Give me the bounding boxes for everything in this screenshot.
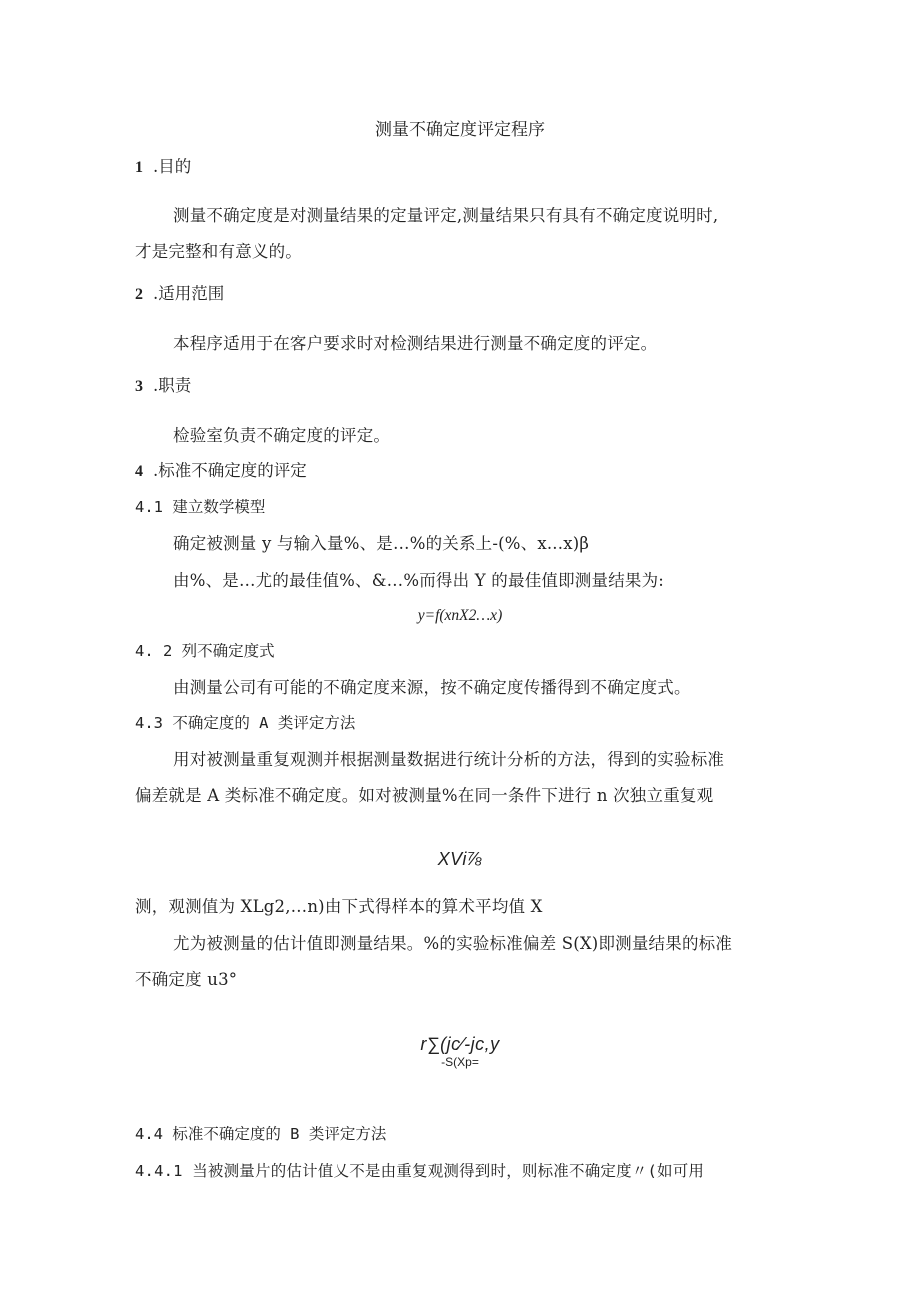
- section-1-heading: [135, 156, 191, 179]
- section-4-3-line-4: 尤为被测量的估计值即测量结果。%的实验标准偏差 S(X)即测量结果的标准: [173, 934, 733, 953]
- section-4-3-formula-mean: XVi⅞: [437, 849, 483, 869]
- section-4-4-heading: 4.4 标准不确定度的 B 类评定方法: [135, 1125, 387, 1143]
- section-4-3-line-2: 偏差就是 A 类标准不确定度。如对被测量%在同一条件下进行 n 次独立重复观: [135, 786, 714, 805]
- section-4-1-formula: y=f(xnX2…x): [417, 607, 503, 624]
- section-4-1-line-2: 由%、是…尤的最佳值%、&…%而得出 Y 的最佳值即测量结果为:: [173, 571, 665, 590]
- section-4-title: .标准不确定度的评定: [153, 461, 307, 480]
- section-1-paragraph-line-2: 才是完整和有意义的。: [135, 242, 302, 261]
- document-title: 测量不确定度评定程序: [375, 120, 545, 140]
- section-2-heading: [135, 283, 224, 306]
- section-4-2-heading: 4. 2 列不确定度式: [135, 642, 275, 660]
- section-2-title: .适用范围: [153, 284, 225, 303]
- section-4-3-line-3: 测，观测值为 XLg2,…n)由下式得样本的算术平均值 X: [135, 897, 543, 916]
- section-4-3-formula-std-top: r∑(jc⁄-jc,y: [420, 1034, 500, 1054]
- section-4-1-heading: 4.1 建立数学模型: [135, 498, 266, 516]
- section-2-number: 2: [135, 286, 143, 303]
- section-2-paragraph: 本程序适用于在客户要求时对检测结果进行测量不确定度的评定。: [173, 334, 658, 353]
- section-1-title: .目的: [153, 157, 192, 176]
- section-3-heading: [135, 375, 191, 398]
- section-1-number: 1: [135, 159, 143, 176]
- section-4-3-formula-std-bottom: -S(Xp=: [441, 1055, 479, 1069]
- section-4-2-line-1: 由测量公司有可能的不确定度来源，按不确定度传播得到不确定度式。: [173, 678, 691, 697]
- section-4-4-1-line-1: 4.4.1 当被测量片的估计值乂不是由重复观测得到时，则标准不确定度〃(如可用: [135, 1162, 705, 1180]
- section-3-number: 3: [135, 378, 143, 395]
- section-4-number: 4: [135, 463, 143, 480]
- section-3-paragraph: 检验室负责不确定度的评定。: [173, 426, 391, 445]
- section-1-paragraph-line-1: 测量不确定度是对测量结果的定量评定,测量结果只有具有不确定度说明时,: [173, 206, 719, 225]
- section-4-heading: [135, 460, 307, 483]
- section-4-3-line-1: 用对被测量重复观测并根据测量数据进行统计分析的方法，得到的实验标准: [173, 750, 725, 769]
- section-4-1-line-1: 确定被测量 y 与输入量%、是…%的关系上-(%、x...x)β: [173, 534, 590, 553]
- section-4-3-heading: 4.3 不确定度的 A 类评定方法: [135, 714, 356, 732]
- section-4-3-line-5: 不确定度 u3°: [135, 970, 238, 989]
- section-3-title: .职责: [153, 376, 192, 395]
